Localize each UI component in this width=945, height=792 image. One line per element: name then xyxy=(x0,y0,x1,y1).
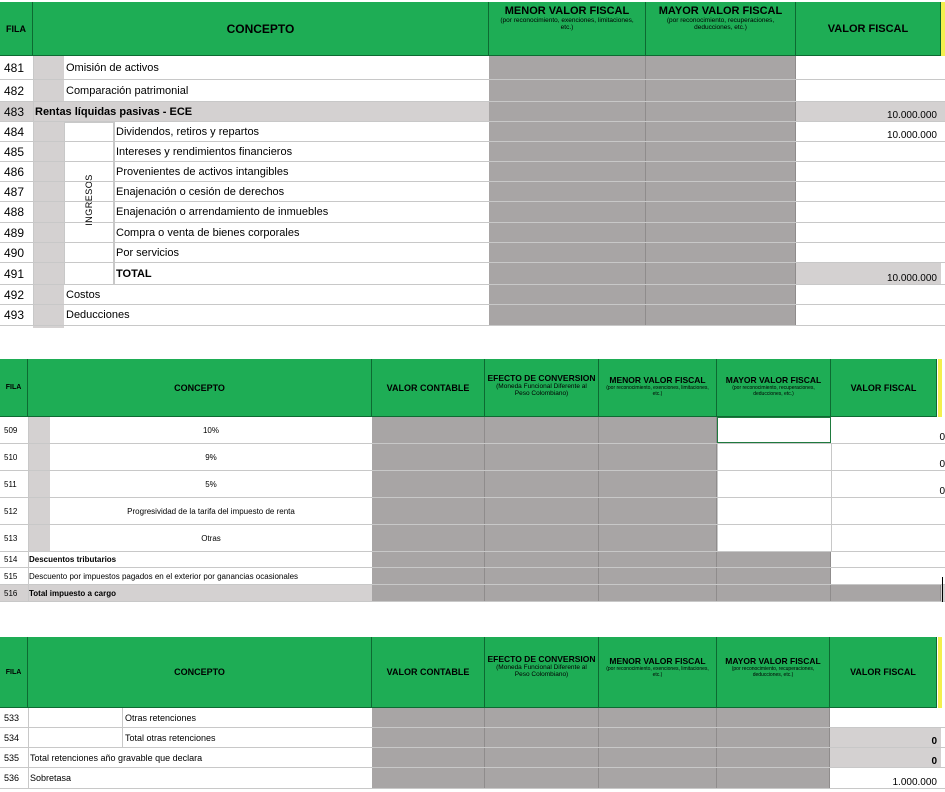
ingresos-vertical-label: INGRESOS xyxy=(84,174,94,226)
valor-fiscal-cell[interactable] xyxy=(796,305,941,325)
row-number: 535 xyxy=(4,752,20,763)
mayor-cell[interactable] xyxy=(717,525,831,551)
table-row xyxy=(0,243,945,263)
menor-cell[interactable] xyxy=(599,768,717,788)
valor-fiscal-cell[interactable] xyxy=(796,122,941,141)
header-menor-title: MENOR VALOR FISCAL xyxy=(504,5,630,17)
row-label: Deducciones xyxy=(66,309,130,321)
mayor-cell[interactable] xyxy=(646,56,796,79)
mayor-cell[interactable] xyxy=(717,444,831,470)
column-divider xyxy=(33,56,34,326)
table-row xyxy=(0,748,945,768)
valor-contable-cell[interactable] xyxy=(372,568,485,584)
menor-cell[interactable] xyxy=(489,263,646,284)
mayor-cell[interactable] xyxy=(717,568,831,584)
menor-cell[interactable] xyxy=(599,728,717,747)
header-menor-sub: (por reconocimiento, exenciones, limitaciones, etc.) xyxy=(606,666,709,678)
valor-fiscal-value: 0 xyxy=(939,459,945,470)
header-mayor-title: MAYOR VALOR FISCAL xyxy=(725,375,822,385)
header-efecto-sub: (Moneda Funcional Diferente al Peso Colombiano) xyxy=(496,664,587,678)
row-label: Dividendos, retiros y repartos xyxy=(116,125,260,138)
header-menor-title: MENOR VALOR FISCAL xyxy=(609,375,706,385)
menor-cell[interactable] xyxy=(489,285,646,304)
valor-fiscal-cell[interactable] xyxy=(796,182,941,201)
valor-contable-cell[interactable] xyxy=(372,417,485,443)
menor-cell[interactable] xyxy=(489,56,646,79)
valor-contable-cell[interactable] xyxy=(372,728,485,747)
menor-cell[interactable] xyxy=(489,202,646,222)
row-label: Enajenación o arrendamiento de inmuebles xyxy=(116,206,329,218)
row-label: Descuento por impuestos pagados en el exterior por ganancias ocasionales xyxy=(29,571,299,581)
valor-contable-cell[interactable] xyxy=(372,748,485,767)
mayor-cell[interactable] xyxy=(717,708,830,727)
menor-cell[interactable] xyxy=(599,748,717,767)
mayor-cell[interactable] xyxy=(646,182,796,201)
row-number: 491 xyxy=(4,266,25,281)
row-label: Otras retenciones xyxy=(125,712,197,723)
menor-cell[interactable] xyxy=(599,568,717,584)
table-row xyxy=(0,768,945,789)
table-row xyxy=(0,285,945,305)
row-number: 482 xyxy=(4,83,25,98)
row-label: Total impuesto a cargo xyxy=(29,588,116,598)
header-efecto-conversion xyxy=(485,637,599,708)
mayor-cell[interactable] xyxy=(646,305,796,325)
valor-fiscal-value: 0 xyxy=(939,486,945,497)
mayor-cell[interactable] xyxy=(717,585,831,601)
menor-cell[interactable] xyxy=(489,142,646,161)
menor-cell[interactable] xyxy=(599,552,717,567)
menor-cell[interactable] xyxy=(599,498,717,524)
mayor-cell[interactable] xyxy=(646,122,796,141)
row-label: 9% xyxy=(205,452,217,462)
header-valor-contable: VALOR CONTABLE xyxy=(372,637,485,708)
valor-fiscal-cell[interactable] xyxy=(796,243,941,262)
table-row xyxy=(0,263,945,285)
header-mayor-sub: (por reconocimiento, recuperaciones, deducciones, etc.) xyxy=(666,17,775,31)
row-number: 516 xyxy=(4,588,18,598)
efecto-cell[interactable] xyxy=(485,498,599,524)
header-mayor-valor-fiscal xyxy=(717,359,831,417)
menor-cell[interactable] xyxy=(599,444,717,470)
row-number: 514 xyxy=(4,555,18,564)
row-label: Comparación patrimonial xyxy=(66,84,189,97)
accent-bar xyxy=(938,637,942,708)
table-row xyxy=(0,568,945,585)
header-efecto-sub: (Moneda Funcional Diferente al Peso Colombiano) xyxy=(496,383,587,397)
valor-fiscal-cell[interactable] xyxy=(830,728,941,747)
valor-fiscal-cell[interactable] xyxy=(796,102,941,121)
sheet-tarifas xyxy=(0,359,945,604)
header-concepto: CONCEPTO xyxy=(33,2,489,56)
menor-cell[interactable] xyxy=(599,471,717,497)
mayor-cell[interactable] xyxy=(717,552,831,567)
row-label: Omisión de activos xyxy=(66,61,159,74)
menor-cell[interactable] xyxy=(489,102,646,121)
menor-cell[interactable] xyxy=(599,708,717,727)
row-number: 481 xyxy=(4,60,25,75)
valor-fiscal-cell[interactable] xyxy=(830,748,941,767)
row-label: Total otras retenciones xyxy=(125,732,216,743)
mayor-cell[interactable] xyxy=(646,142,796,161)
mayor-cell[interactable] xyxy=(717,728,830,747)
valor-fiscal-cell[interactable] xyxy=(796,263,941,284)
header-menor-title: MENOR VALOR FISCAL xyxy=(609,656,706,666)
header-mayor-sub: (por reconocimiento, recuperaciones, deducciones, etc.) xyxy=(732,385,815,397)
row-number: 488 xyxy=(4,205,25,219)
valor-contable-cell[interactable] xyxy=(372,585,485,601)
header-menor-valor-fiscal xyxy=(599,359,717,417)
table-row xyxy=(0,471,945,498)
valor-contable-cell[interactable] xyxy=(372,768,485,788)
column-divider xyxy=(114,122,115,285)
row-number: 536 xyxy=(4,773,20,783)
valor-fiscal-cell[interactable] xyxy=(831,471,945,497)
menor-cell[interactable] xyxy=(599,585,717,601)
header-menor-sub: (por reconocimiento, exenciones, limitaciones, etc.) xyxy=(606,385,709,397)
header-valor-fiscal: VALOR FISCAL xyxy=(830,637,937,708)
efecto-cell[interactable] xyxy=(485,568,599,584)
valor-fiscal-value: 10.000.000 xyxy=(886,130,937,141)
menor-cell[interactable] xyxy=(489,182,646,201)
row-number: 492 xyxy=(4,287,25,302)
accent-bar xyxy=(941,2,945,56)
efecto-cell[interactable] xyxy=(485,444,599,470)
row-label: Sobretasa xyxy=(30,773,72,783)
row-number: 533 xyxy=(4,712,20,723)
valor-contable-cell[interactable] xyxy=(372,525,485,551)
efecto-cell[interactable] xyxy=(485,552,599,567)
accent-bar xyxy=(938,359,942,417)
menor-cell[interactable] xyxy=(599,525,717,551)
sheet-retenciones xyxy=(0,637,945,792)
row-label: 5% xyxy=(205,479,217,489)
table-row xyxy=(0,142,945,162)
mayor-cell[interactable] xyxy=(646,102,796,121)
header-valor-fiscal: VALOR FISCAL xyxy=(796,2,941,56)
menor-cell[interactable] xyxy=(489,243,646,262)
mayor-cell[interactable] xyxy=(646,202,796,222)
header-mayor-valor-fiscal xyxy=(646,2,796,56)
mayor-cell[interactable] xyxy=(646,223,796,242)
valor-fiscal-cell[interactable] xyxy=(796,142,941,161)
valor-fiscal-cell[interactable] xyxy=(831,417,945,443)
efecto-cell[interactable] xyxy=(485,525,599,551)
header-menor-sub: (por reconocimiento, exenciones, limitaciones, etc.) xyxy=(500,17,634,31)
menor-cell[interactable] xyxy=(489,223,646,242)
row-label: Progresividad de la tarifa del impuesto de renta xyxy=(127,506,295,516)
header-mayor-sub: (por reconocimiento, recuperaciones, deducciones, etc.) xyxy=(731,666,815,678)
table-row xyxy=(0,122,945,142)
valor-contable-cell[interactable] xyxy=(372,498,485,524)
valor-contable-cell[interactable] xyxy=(372,708,485,727)
row-label: Otras xyxy=(201,533,221,543)
row-number: 511 xyxy=(4,479,17,489)
header-mayor-title: MAYOR VALOR FISCAL xyxy=(725,656,821,666)
row-number: 483 xyxy=(4,104,25,119)
row-number: 493 xyxy=(4,308,25,322)
efecto-cell[interactable] xyxy=(485,585,599,601)
table-row xyxy=(0,444,945,471)
mayor-cell[interactable] xyxy=(717,471,831,497)
header-efecto-title: EFECTO DE CONVERSION xyxy=(487,654,596,664)
row-label: Intereses y rendimientos financieros xyxy=(116,145,293,158)
menor-cell[interactable] xyxy=(599,417,717,443)
mayor-cell-selected[interactable] xyxy=(717,417,831,443)
valor-fiscal-cell[interactable] xyxy=(831,585,941,601)
valor-fiscal-cell[interactable] xyxy=(796,223,941,242)
valor-fiscal-cell[interactable] xyxy=(830,708,941,727)
table-row xyxy=(0,80,945,102)
table-row xyxy=(0,56,945,80)
valor-fiscal-value: 1.000.000 xyxy=(892,777,937,788)
valor-contable-cell[interactable] xyxy=(372,444,485,470)
row-label: TOTAL xyxy=(116,267,152,280)
valor-fiscal-value: 10.000.000 xyxy=(886,110,937,121)
table-row xyxy=(0,525,945,552)
valor-fiscal-cell[interactable] xyxy=(830,768,941,788)
row-number: 489 xyxy=(4,225,25,240)
header-valor-fiscal: VALOR FISCAL xyxy=(831,359,937,417)
row-number: 490 xyxy=(4,245,25,260)
efecto-cell[interactable] xyxy=(485,417,599,443)
header-concepto: CONCEPTO xyxy=(28,637,372,708)
row-number: 487 xyxy=(4,184,25,199)
row-label: Provenientes de activos intangibles xyxy=(116,165,289,178)
efecto-cell[interactable] xyxy=(485,748,599,767)
row-number: 513 xyxy=(4,533,18,543)
mayor-cell[interactable] xyxy=(646,162,796,181)
table-row xyxy=(0,708,945,728)
header-fila: FILA xyxy=(0,637,28,708)
efecto-cell[interactable] xyxy=(485,728,599,747)
menor-cell[interactable] xyxy=(489,80,646,101)
efecto-cell[interactable] xyxy=(485,768,599,788)
header-concepto: CONCEPTO xyxy=(28,359,372,417)
efecto-cell[interactable] xyxy=(485,708,599,727)
valor-fiscal-cell[interactable] xyxy=(796,80,941,101)
mayor-cell[interactable] xyxy=(717,498,831,524)
valor-fiscal-cell[interactable] xyxy=(831,552,945,567)
table-row xyxy=(0,552,945,568)
table-row xyxy=(0,728,945,748)
valor-fiscal-cell[interactable] xyxy=(831,568,945,584)
column-divider xyxy=(28,708,29,789)
valor-fiscal-value: 0 xyxy=(931,736,937,747)
mayor-cell[interactable] xyxy=(646,263,796,284)
valor-fiscal-cell[interactable] xyxy=(831,525,945,551)
table-row xyxy=(0,305,945,326)
valor-fiscal-cell[interactable] xyxy=(831,444,945,470)
header-mayor-valor-fiscal xyxy=(717,637,830,708)
valor-fiscal-value: 10.000.000 xyxy=(886,273,937,284)
sheet-ingresos xyxy=(0,0,945,330)
table-row xyxy=(0,223,945,243)
header-valor-contable: VALOR CONTABLE xyxy=(372,359,485,417)
row-number: 534 xyxy=(4,732,20,743)
menor-cell[interactable] xyxy=(489,162,646,181)
table-row xyxy=(0,498,945,525)
header-fila: FILA xyxy=(0,2,33,56)
row-number: 512 xyxy=(4,506,18,516)
mayor-cell[interactable] xyxy=(717,768,830,788)
valor-contable-cell[interactable] xyxy=(372,471,485,497)
header-menor-valor-fiscal xyxy=(489,2,646,56)
valor-fiscal-value: 0 xyxy=(931,756,937,767)
mayor-cell[interactable] xyxy=(646,80,796,101)
header-menor-valor-fiscal xyxy=(599,637,717,708)
row-number: 485 xyxy=(4,144,25,159)
row-number: 509 xyxy=(4,425,18,435)
valor-fiscal-cell[interactable] xyxy=(796,162,941,181)
table-row xyxy=(0,417,945,444)
table-row xyxy=(0,585,945,602)
menor-cell[interactable] xyxy=(489,122,646,141)
row-number: 484 xyxy=(4,124,25,139)
mayor-cell[interactable] xyxy=(646,285,796,304)
row-label: Enajenación o cesión de derechos xyxy=(116,185,285,198)
valor-fiscal-value: 0 xyxy=(939,432,945,443)
column-divider xyxy=(28,417,29,602)
column-divider xyxy=(122,708,123,748)
table-row xyxy=(0,182,945,202)
row-number: 510 xyxy=(4,452,18,462)
row-number: 486 xyxy=(4,164,25,179)
header-efecto-title: EFECTO DE CONVERSION xyxy=(487,373,596,383)
row-label: Compra o venta de bienes corporales xyxy=(116,226,300,239)
table-row xyxy=(0,102,945,122)
row-label: Rentas líquidas pasivas - ECE xyxy=(35,105,193,118)
column-divider xyxy=(942,577,943,602)
row-number: 515 xyxy=(4,571,18,581)
row-label: 10% xyxy=(202,425,219,435)
row-label: Descuentos tributarios xyxy=(29,555,117,564)
header-fila: FILA xyxy=(0,359,28,417)
valor-fiscal-cell[interactable] xyxy=(796,202,941,222)
row-label: Por servicios xyxy=(116,246,179,259)
valor-fiscal-cell[interactable] xyxy=(796,285,941,304)
row-label: Costos xyxy=(66,288,101,301)
table-row xyxy=(0,162,945,182)
header-mayor-title: MAYOR VALOR FISCAL xyxy=(658,5,783,17)
menor-cell[interactable] xyxy=(489,305,646,325)
valor-contable-cell[interactable] xyxy=(372,552,485,567)
table-row xyxy=(0,202,945,223)
valor-fiscal-cell[interactable] xyxy=(831,498,945,524)
mayor-cell[interactable] xyxy=(646,243,796,262)
efecto-cell[interactable] xyxy=(485,471,599,497)
mayor-cell[interactable] xyxy=(717,748,830,767)
header-efecto-conversion xyxy=(485,359,599,417)
row-label: Total retenciones año gravable que declara xyxy=(30,752,203,763)
valor-fiscal-cell[interactable] xyxy=(796,56,941,79)
